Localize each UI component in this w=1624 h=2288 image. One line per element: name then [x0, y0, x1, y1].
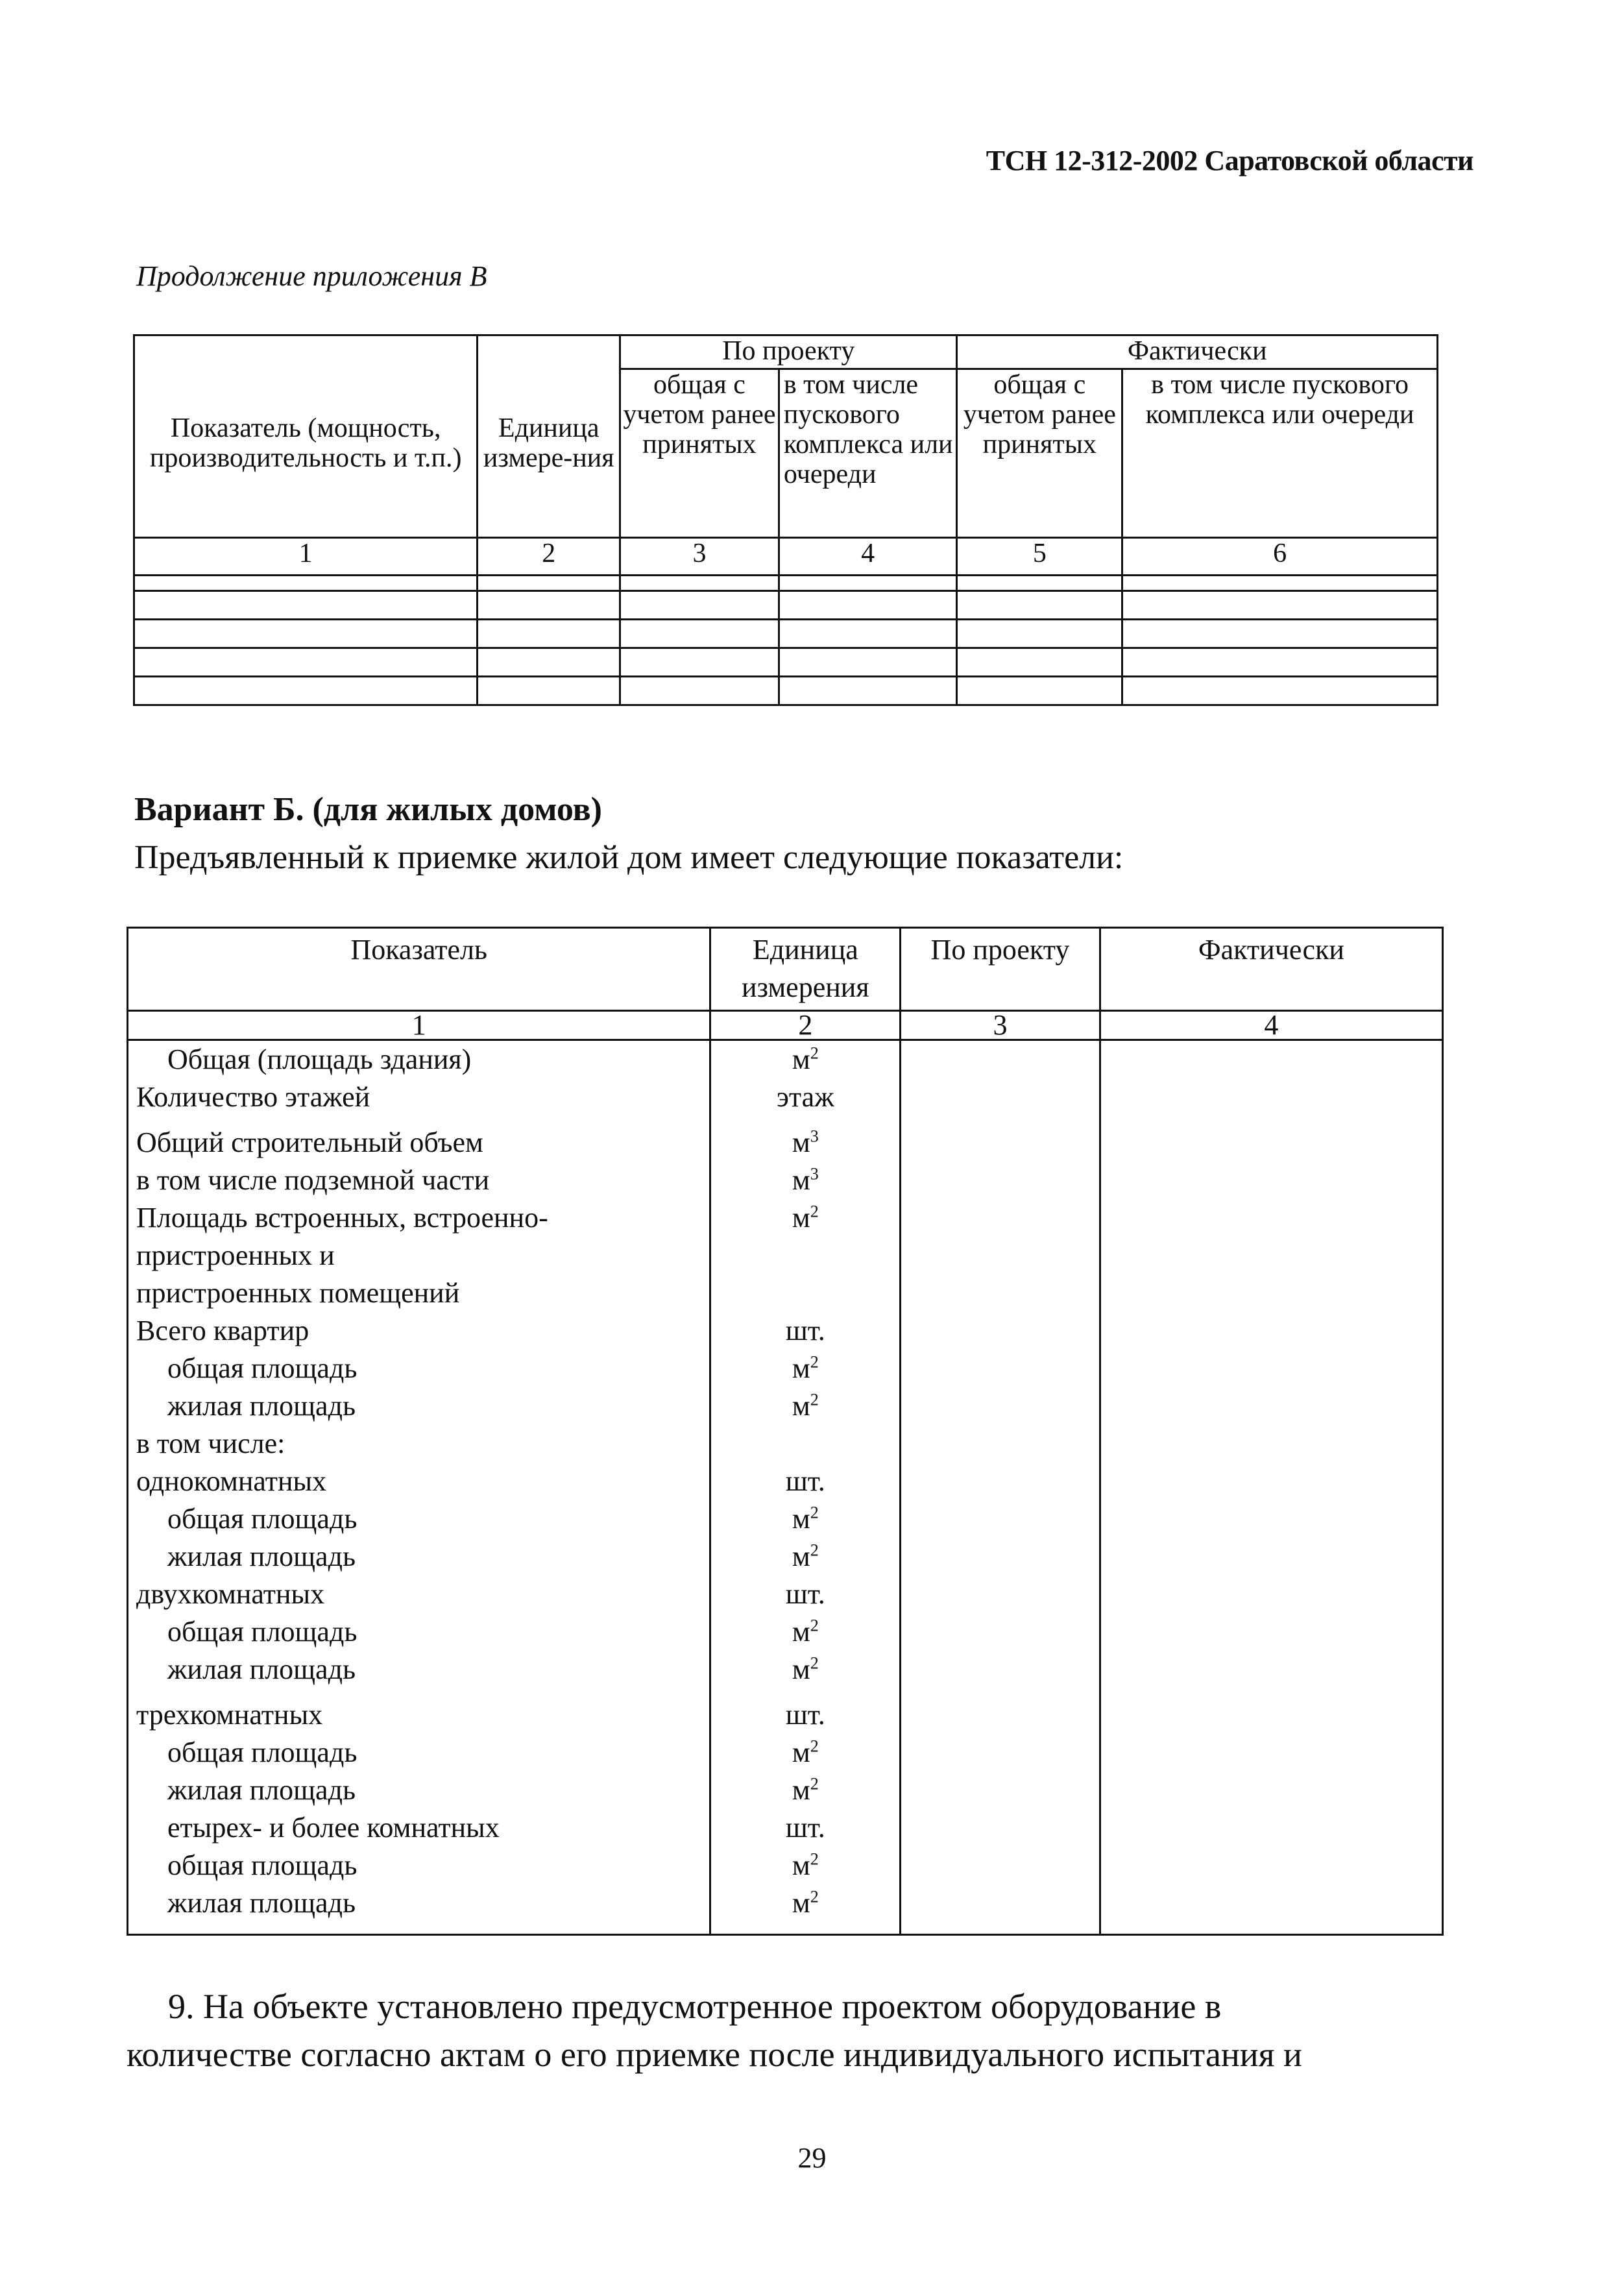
variant-b-intro: Предъявленный к приемке жилой дом имеет следующие показатели:: [134, 839, 1124, 876]
unit-value: м: [792, 1887, 810, 1919]
project-value-cell: [901, 1387, 1100, 1425]
col-number: 1: [134, 538, 478, 576]
indicator-label: общая площадь: [128, 1734, 710, 1771]
unit-value: м: [792, 1503, 810, 1535]
empty-row: [134, 576, 1438, 591]
sub-header-total-project: общая с учетом ранее принятых: [620, 369, 779, 538]
paragraph-9-line-1: 9. На объекте установлено предусмотренное проектом оборудование в: [168, 1987, 1222, 2026]
unit-value: м: [792, 1390, 810, 1422]
actual-value-cell: [1100, 1576, 1442, 1613]
group-header-project: По проекту: [620, 335, 957, 369]
project-value-cell: [901, 1809, 1100, 1847]
unit-exponent: 2: [810, 1887, 819, 1906]
indicator-label: общая площадь: [128, 1500, 710, 1538]
sub-header-startup-project: в том числе пускового комплекса или очереди: [779, 369, 957, 538]
table-row: [128, 1734, 1443, 1771]
indicator-label: в том числе подземной части: [128, 1162, 710, 1199]
actual-value-cell: [1100, 1274, 1442, 1312]
unit-exponent: 2: [810, 1503, 819, 1522]
actual-value-cell: [1100, 1312, 1442, 1350]
project-value-cell: [901, 1425, 1100, 1463]
unit-cell: [710, 1771, 901, 1809]
col-number: 5: [957, 538, 1122, 576]
table-row: [128, 1688, 1443, 1734]
actual-value-cell: [1100, 1116, 1442, 1162]
production-indicators-table: [133, 334, 1438, 706]
actual-value-cell: [1100, 1688, 1442, 1734]
indicator-label: жилая площадь: [128, 1538, 710, 1576]
table-row: [128, 1425, 1443, 1463]
unit-value: м: [792, 1043, 810, 1075]
unit-value: м: [792, 1164, 810, 1196]
unit-exponent: 2: [810, 1202, 819, 1221]
table-row: [128, 1576, 1443, 1613]
actual-value-cell: [1100, 1538, 1442, 1576]
indicator-label: двухкомнатных: [128, 1576, 710, 1613]
project-value-cell: [901, 1312, 1100, 1350]
col-number: 4: [779, 538, 957, 576]
unit-exponent: 3: [810, 1164, 819, 1184]
unit-value: м: [792, 1616, 810, 1648]
actual-value-cell: [1100, 1463, 1442, 1500]
unit-cell: [710, 1237, 901, 1274]
unit-exponent: 2: [810, 1774, 819, 1794]
empty-row: [134, 620, 1438, 648]
actual-value-cell: [1100, 1847, 1442, 1884]
unit-exponent: 2: [810, 1390, 819, 1409]
project-value-cell: [901, 1350, 1100, 1387]
table-row: [128, 1463, 1443, 1500]
project-value-cell: [901, 1040, 1100, 1079]
table-row: [128, 1350, 1443, 1387]
actual-value-cell: [1100, 1613, 1442, 1651]
unit-cell: [710, 1500, 901, 1538]
table-row: [128, 1116, 1443, 1162]
unit-cell: [710, 1040, 901, 1079]
project-value-cell: [901, 1078, 1100, 1116]
table-row: [128, 1771, 1443, 1809]
unit-cell: [710, 1463, 901, 1500]
table-row: [128, 1613, 1443, 1651]
indicator-label: в том числе:: [128, 1425, 710, 1463]
unit-value: м: [792, 1352, 810, 1384]
indicator-label: пристроенных и: [128, 1237, 710, 1274]
project-value-cell: [901, 1734, 1100, 1771]
unit-exponent: 2: [810, 1043, 819, 1063]
empty-row: [134, 591, 1438, 620]
paragraph-9-line-2: количестве согласно актам о его приемке после индивидуального испытания и: [127, 2035, 1302, 2074]
actual-value-cell: [1100, 1387, 1442, 1425]
project-value-cell: [901, 1162, 1100, 1199]
col-header-project: По проекту: [901, 928, 1100, 1011]
project-value-cell: [901, 1613, 1100, 1651]
indicator-label: жилая площадь: [128, 1884, 710, 1935]
actual-value-cell: [1100, 1237, 1442, 1274]
unit-cell: [710, 1576, 901, 1613]
project-value-cell: [901, 1576, 1100, 1613]
unit-cell: [710, 1688, 901, 1734]
indicator-label: общая площадь: [128, 1613, 710, 1651]
actual-value-cell: [1100, 1809, 1442, 1847]
table-row: [128, 1387, 1443, 1425]
unit-value: шт.: [785, 1812, 825, 1844]
unit-exponent: 2: [810, 1849, 819, 1869]
unit-value: м: [792, 1653, 810, 1685]
indicator-label: Всего квартир: [128, 1312, 710, 1350]
unit-value: шт.: [785, 1699, 825, 1731]
col-number: 4: [1100, 1011, 1442, 1040]
actual-value-cell: [1100, 1162, 1442, 1199]
table-row: [128, 1199, 1443, 1237]
actual-value-cell: [1100, 1651, 1442, 1688]
unit-cell: [710, 1350, 901, 1387]
actual-value-cell: [1100, 1199, 1442, 1237]
table-row: [128, 1274, 1443, 1312]
unit-exponent: 2: [810, 1352, 819, 1372]
page-number: 29: [797, 2142, 827, 2174]
empty-row: [134, 677, 1438, 705]
unit-exponent: 3: [810, 1126, 819, 1146]
project-value-cell: [901, 1688, 1100, 1734]
indicator-label: етырех- и более комнатных: [128, 1809, 710, 1847]
unit-exponent: 2: [810, 1653, 819, 1673]
project-value-cell: [901, 1500, 1100, 1538]
unit-cell: [710, 1199, 901, 1237]
project-value-cell: [901, 1116, 1100, 1162]
actual-value-cell: [1100, 1500, 1442, 1538]
document-header: ТСН 12-312-2002 Саратовской области: [986, 145, 1473, 176]
actual-value-cell: [1100, 1884, 1442, 1935]
unit-cell: [710, 1651, 901, 1688]
indicator-label: Общий строительный объем: [128, 1116, 710, 1162]
indicator-label: Общая (площадь здания): [128, 1040, 710, 1079]
project-value-cell: [901, 1463, 1100, 1500]
unit-cell: [710, 1613, 901, 1651]
actual-value-cell: [1100, 1078, 1442, 1116]
unit-value: шт.: [785, 1578, 825, 1610]
project-value-cell: [901, 1651, 1100, 1688]
unit-value: м: [792, 1126, 810, 1158]
col-number: 2: [478, 538, 620, 576]
table-row: [128, 1809, 1443, 1847]
unit-value: м: [792, 1736, 810, 1768]
unit-exponent: 2: [810, 1616, 819, 1635]
col-number: 6: [1122, 538, 1438, 576]
unit-cell: [710, 1312, 901, 1350]
indicator-label: однокомнатных: [128, 1463, 710, 1500]
unit-value: м: [792, 1849, 810, 1881]
table-body: [128, 1040, 1443, 1935]
unit-cell: [710, 1538, 901, 1576]
unit-cell: [710, 1847, 901, 1884]
indicator-label: общая площадь: [128, 1847, 710, 1884]
table-row: [128, 1237, 1443, 1274]
actual-value-cell: [1100, 1040, 1442, 1079]
unit-exponent: 2: [810, 1736, 819, 1756]
table-row: [128, 1651, 1443, 1688]
sub-header-startup-actual: в том числе пускового комплекса или очереди: [1122, 369, 1438, 538]
table-row: [128, 1884, 1443, 1935]
table-row: [128, 1312, 1443, 1350]
indicator-label: пристроенных помещений: [128, 1274, 710, 1312]
col-header-unit: Единица измере-ния: [478, 335, 620, 538]
col-number: 3: [620, 538, 779, 576]
col-number: 1: [128, 1011, 710, 1040]
unit-value: м: [792, 1774, 810, 1806]
actual-value-cell: [1100, 1734, 1442, 1771]
table-row: [128, 1847, 1443, 1884]
unit-value: шт.: [785, 1315, 825, 1346]
actual-value-cell: [1100, 1771, 1442, 1809]
variant-b-heading: Вариант Б. (для жилых домов): [134, 791, 602, 828]
col-number: 3: [901, 1011, 1100, 1040]
indicator-label: общая площадь: [128, 1350, 710, 1387]
project-value-cell: [901, 1538, 1100, 1576]
actual-value-cell: [1100, 1350, 1442, 1387]
group-header-actual: Фактически: [957, 335, 1438, 369]
appendix-continuation-title: Продолжение приложения В: [136, 260, 487, 292]
project-value-cell: [901, 1884, 1100, 1935]
project-value-cell: [901, 1199, 1100, 1237]
unit-cell: [710, 1274, 901, 1312]
table-row: [128, 1500, 1443, 1538]
indicator-label: трехкомнатных: [128, 1688, 710, 1734]
unit-cell: [710, 1387, 901, 1425]
table-row: [128, 1162, 1443, 1199]
unit-value: м: [792, 1540, 810, 1572]
project-value-cell: [901, 1237, 1100, 1274]
col-header-indicator: Показатель: [128, 928, 710, 1011]
unit-cell: [710, 1809, 901, 1847]
col-number: 2: [710, 1011, 901, 1040]
project-value-cell: [901, 1771, 1100, 1809]
actual-value-cell: [1100, 1425, 1442, 1463]
project-value-cell: [901, 1847, 1100, 1884]
unit-cell: [710, 1425, 901, 1463]
unit-cell: [710, 1078, 901, 1116]
unit-cell: [710, 1734, 901, 1771]
indicator-label: жилая площадь: [128, 1771, 710, 1809]
indicator-label: жилая площадь: [128, 1387, 710, 1425]
col-header-actual: Фактически: [1100, 928, 1442, 1011]
table-row: [128, 1078, 1443, 1116]
indicator-label: жилая площадь: [128, 1651, 710, 1688]
table-row: [128, 1040, 1443, 1079]
table-row: [128, 1538, 1443, 1576]
project-value-cell: [901, 1274, 1100, 1312]
unit-value: этаж: [777, 1081, 834, 1113]
col-header-unit: Единица измерения: [710, 928, 901, 1011]
indicator-label: Площадь встроенных, встроенно-: [128, 1199, 710, 1237]
unit-cell: [710, 1162, 901, 1199]
unit-cell: [710, 1884, 901, 1935]
unit-value: м: [792, 1202, 810, 1234]
empty-row: [134, 648, 1438, 677]
residential-indicators-table: [127, 927, 1444, 1936]
unit-cell: [710, 1116, 901, 1162]
col-header-indicator: Показатель (мощность, производительность и т.п.): [134, 335, 478, 538]
indicator-label: Количество этажей: [128, 1078, 710, 1116]
sub-header-total-actual: общая с учетом ранее принятых: [957, 369, 1122, 538]
unit-exponent: 2: [810, 1540, 819, 1560]
unit-value: шт.: [785, 1465, 825, 1497]
